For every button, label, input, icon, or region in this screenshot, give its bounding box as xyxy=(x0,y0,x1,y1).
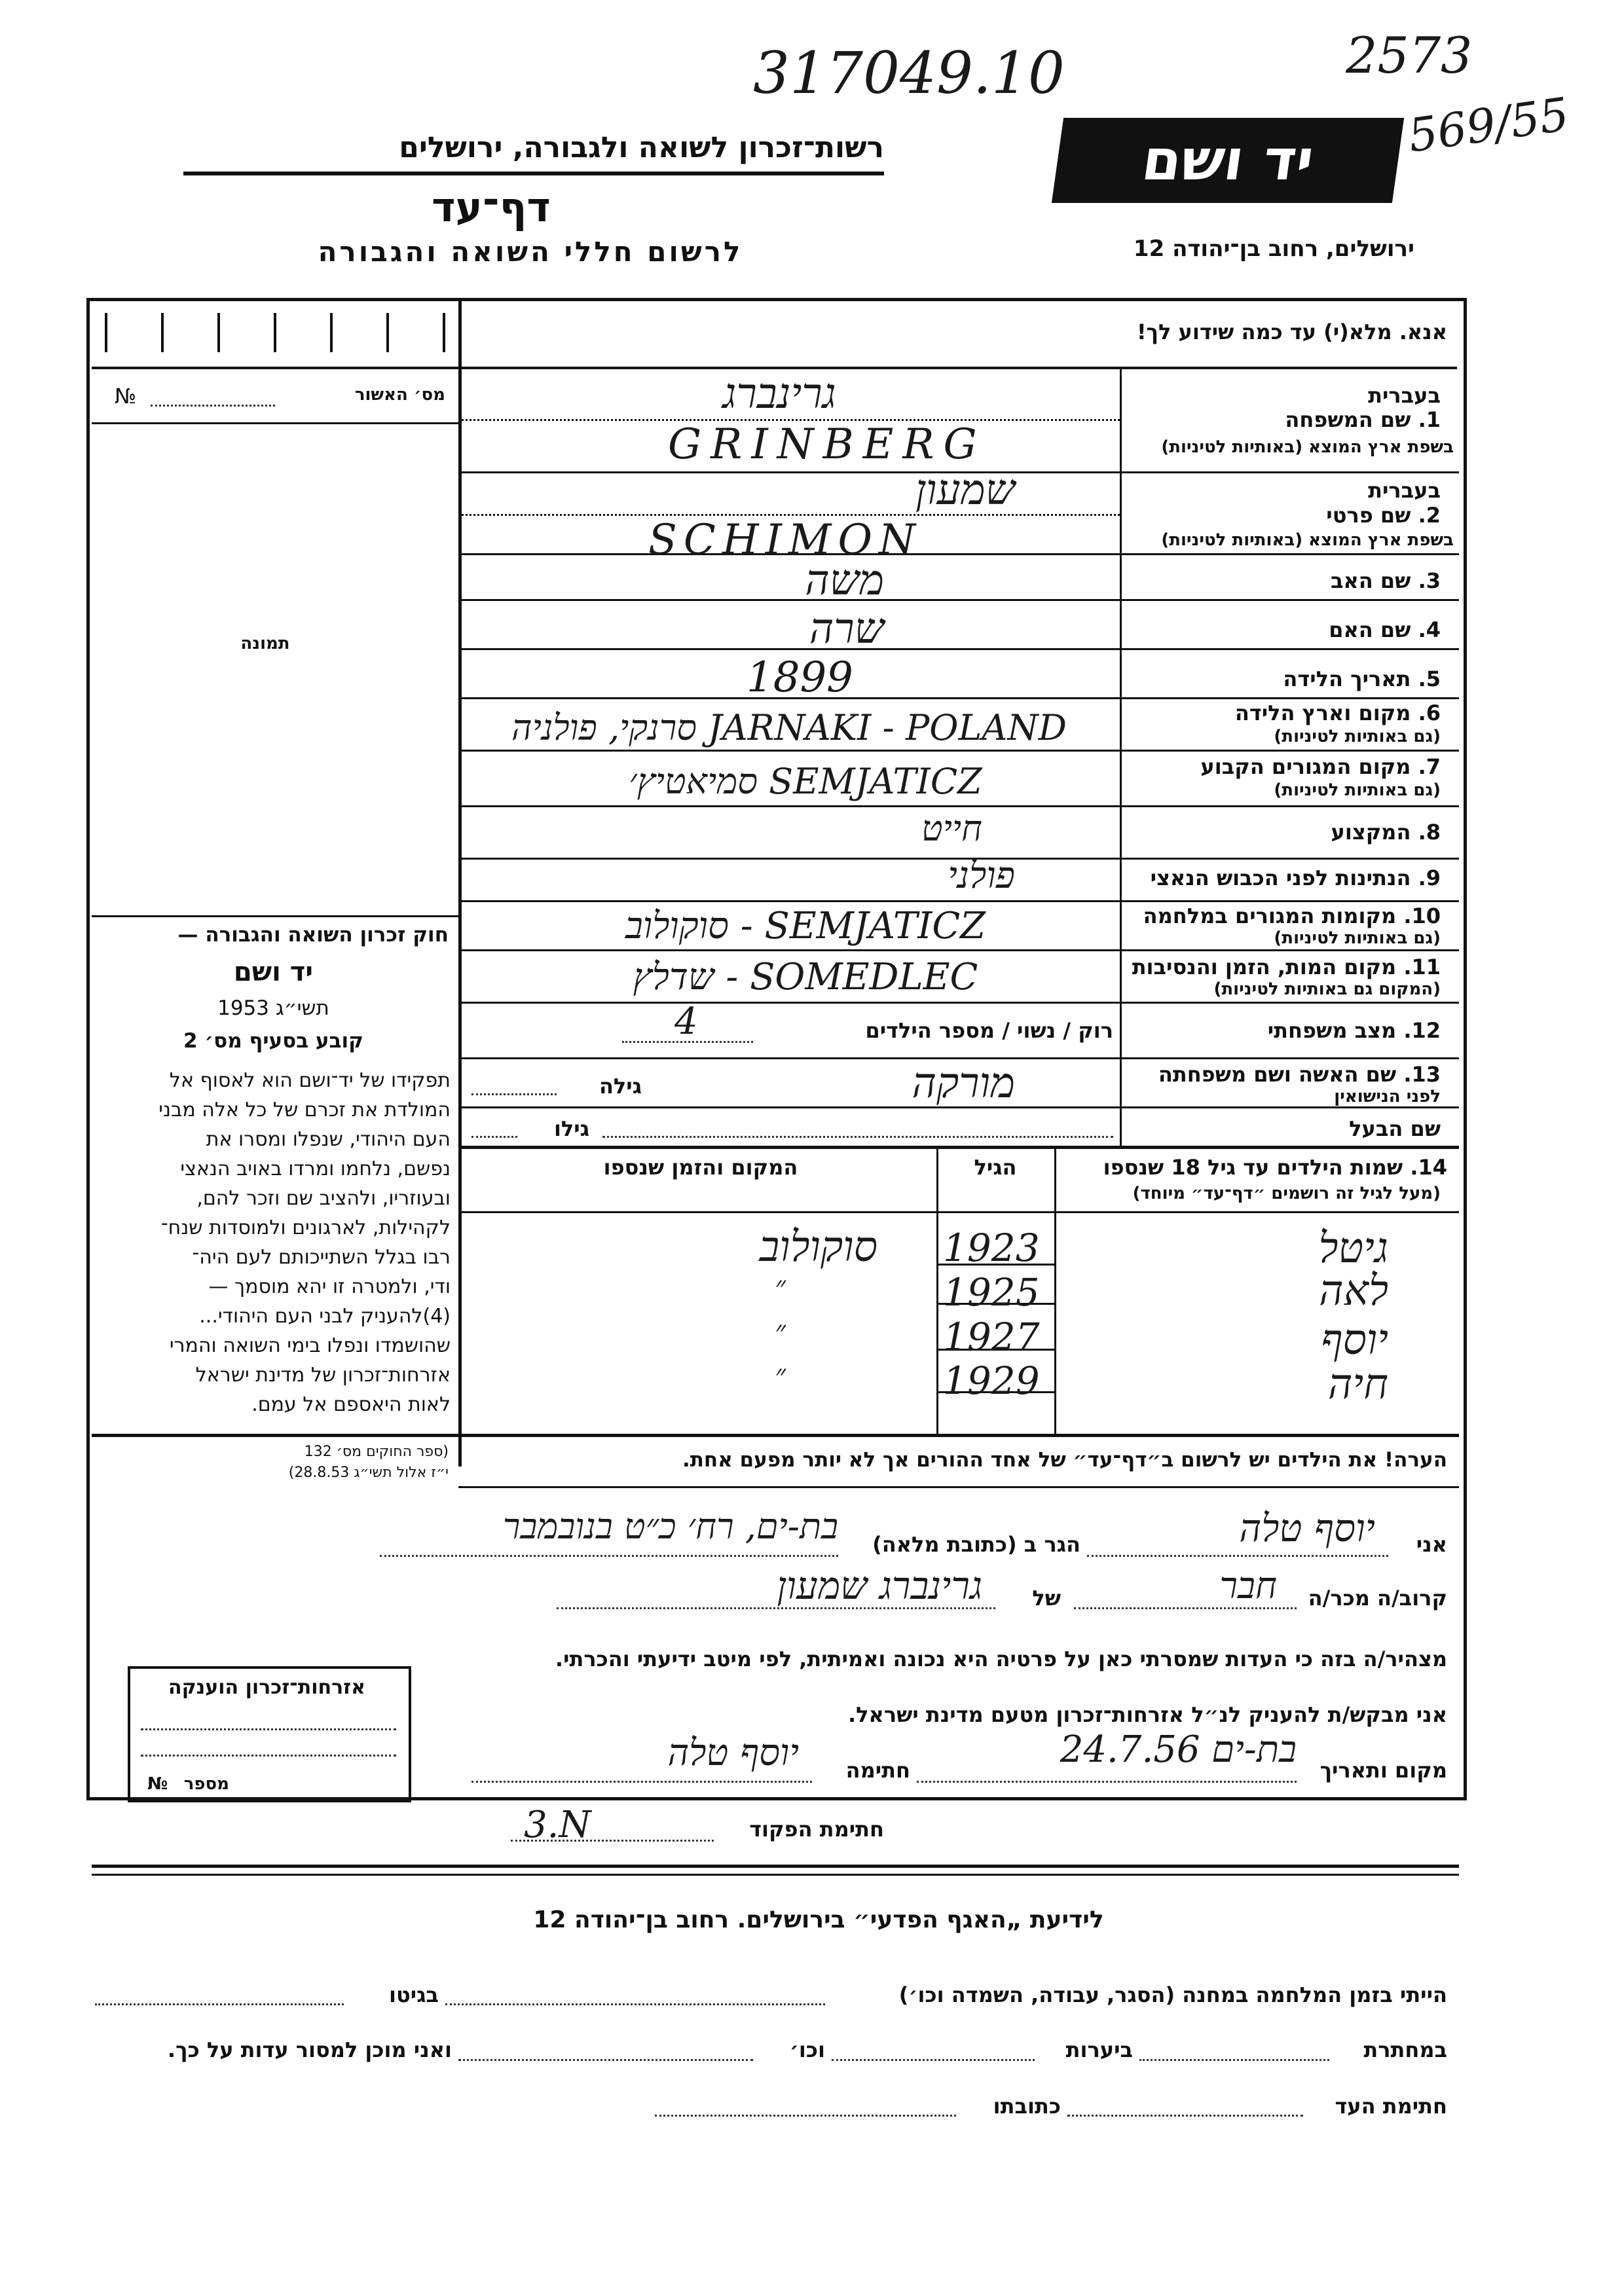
place-date-value: בת-ים 24.7.56 xyxy=(1060,1728,1297,1771)
ghetto-label: בגיטו xyxy=(389,1982,439,2007)
authority-title: רשות־זכרון לשואה ולגבורה, ירושלים xyxy=(399,131,884,164)
child-place: ״ xyxy=(775,1358,786,1392)
header-address: ירושלים, רחוב בן־יהודה 12 xyxy=(1133,236,1414,262)
approval-no-field[interactable] xyxy=(151,405,275,407)
signature-value: יוסף טלה xyxy=(667,1732,799,1774)
tick-boxes xyxy=(105,313,445,352)
hebrew-label-1: בעברית xyxy=(1368,383,1441,408)
field-11-label: 11. מקום המות, הזמן והנסיבות xyxy=(1132,955,1441,979)
partisans-title: לידיעת „האגף הפדעי״ בירושלים. רחוב בן־יהודה 12 xyxy=(533,1906,1104,1933)
wife-age-field[interactable] xyxy=(471,1093,557,1095)
field-10-sub: (גם באותיות לטיניות) xyxy=(1274,928,1441,948)
field-12-label: 12. מצב משפחתי xyxy=(1267,1018,1441,1043)
citizenship-number-marker: № xyxy=(147,1774,168,1794)
underground-field[interactable] xyxy=(1139,2059,1329,2061)
children-note: (מעל לגיל זה רושמים ״דף־עד״ מיוחד) xyxy=(1132,1184,1441,1203)
witness-address-label: כתובתו xyxy=(993,2094,1061,2119)
wife-age-label: גילה xyxy=(599,1074,642,1099)
law-title: חוק זכרון השואה והגבורה — xyxy=(177,923,449,947)
officer-signature-value: 3.N xyxy=(524,1804,591,1846)
witness-signature-label: חתימת העד xyxy=(1335,2094,1447,2119)
photo-area xyxy=(92,424,458,915)
of-value: גרינברג שמעון xyxy=(777,1563,982,1608)
husband-label: שם הבעל xyxy=(1349,1116,1441,1141)
forests-label: ביערות xyxy=(1065,2037,1133,2062)
surname-hebrew-value: גרינברג xyxy=(722,370,836,418)
children-place-header: המקום והזמן שנספו xyxy=(603,1155,798,1180)
field-2-sub: בשפת ארץ המוצא (באותיות לטיניות) xyxy=(1161,530,1454,550)
field-13-label: 13. שם האשה ושם משפחתה xyxy=(1158,1062,1441,1087)
mother-name-value: שרה xyxy=(809,605,884,653)
field-6-label: 6. מקום וארץ הלידה xyxy=(1234,701,1441,725)
wartime-residence-value: SEMJATICZ - סוקולוב xyxy=(625,905,986,947)
residence-value: SEMJATICZ סמיאטיץ׳ xyxy=(629,761,982,802)
ready-statement: ואני מוכן למסור עדות על כך. xyxy=(167,2037,452,2062)
child-year: 1927 xyxy=(943,1315,1040,1359)
relation-value: חבר xyxy=(1219,1565,1277,1607)
first-name-hebrew-value: שמעון xyxy=(915,466,1015,515)
place-date-field[interactable] xyxy=(917,1781,1297,1783)
field-8-label: 8. המקצוע xyxy=(1331,820,1441,845)
hebrew-label-2: בעברית xyxy=(1368,478,1441,503)
place-date-label: מקום ותאריך xyxy=(1320,1758,1447,1783)
field-11-sub: (המקום גם באותיות לטיניות) xyxy=(1213,979,1441,999)
yad-vashem-logo: יד ושם xyxy=(1052,118,1404,203)
field-2-label: 2. שם פרטי xyxy=(1326,503,1441,528)
law-source-2: י״ז אלול תשי״ג 28.8.53) xyxy=(288,1465,449,1481)
field-1-label: 1. שם המשפחה xyxy=(1285,407,1441,432)
child-place: ״ xyxy=(775,1270,786,1303)
approval-no-label: מס׳ האשור xyxy=(354,385,445,405)
ghetto-field[interactable] xyxy=(95,2003,344,2005)
camp-field[interactable] xyxy=(445,2003,825,2005)
field-1-sub: בשפת ארץ המוצא (באותיות לטיניות) xyxy=(1161,437,1454,457)
archive-number: 317049.10 xyxy=(753,39,1065,107)
officer-signature-label: חתימת הפקוד xyxy=(749,1817,884,1842)
signature-field[interactable] xyxy=(471,1781,812,1783)
first-name-latin-value: SCHIMON xyxy=(648,516,922,564)
child-name: יוסף xyxy=(1321,1316,1388,1364)
field-13-sub: לפני הנישואין xyxy=(1334,1087,1441,1106)
witness-address-field[interactable] xyxy=(655,2115,956,2117)
child-place: ״ xyxy=(775,1315,786,1348)
relation-field[interactable] xyxy=(1074,1607,1297,1609)
field-10-label: 10. מקומות המגורים במלחמה xyxy=(1143,903,1441,928)
remark-note: הערה! את הילדים יש לרשום ב״דף־עד״ של אחד ההורים אך לא יותר מפעם אחת. xyxy=(682,1448,1447,1472)
child-name: גיטל xyxy=(1318,1224,1388,1273)
family-status-options: רוק / נשוי / מספר הילדים xyxy=(865,1018,1113,1043)
children-title: 14. שמות הילדים עד גיל 18 שנספו xyxy=(1103,1155,1447,1180)
husband-age-label: גילו xyxy=(553,1116,589,1141)
law-logo: יד ושם xyxy=(233,957,314,987)
death-place-value: SOMEDLEC - שדלץ xyxy=(633,956,978,998)
profession-value: חייט xyxy=(921,808,982,849)
child-year: 1923 xyxy=(943,1226,1040,1270)
law-source-1: (ספר החוקים מס׳ 132 xyxy=(304,1444,449,1460)
relation-label: קרוב/ה מכר/ה xyxy=(1308,1586,1447,1611)
child-name: חיה xyxy=(1327,1360,1388,1409)
child-year: 1929 xyxy=(943,1358,1040,1403)
field-9-label: 9. הנתינות לפני הכבוש הנאצי xyxy=(1150,866,1441,890)
father-name-value: משה xyxy=(805,556,884,605)
witness-signature-field[interactable] xyxy=(1067,2115,1303,2117)
field-7-label: 7. מקום המגורים הקבוע xyxy=(1200,754,1441,779)
partisans-line1: הייתי בזמן המלחמה במחנה (הסגר, עבודה, השמדה וכו׳) xyxy=(898,1982,1447,2007)
etc-field[interactable] xyxy=(458,2059,753,2061)
field-4-label: 4. שם האם xyxy=(1329,617,1441,642)
child-year: 1925 xyxy=(943,1270,1040,1315)
statement: מצהיר/ה בזה כי העדות שמסרתי כאן על פרטיה היא נכונה ואמיתית, לפי מיטב ידיעתי והכרתי. xyxy=(555,1647,1447,1671)
declarant-value: יוסף טלה xyxy=(1239,1506,1375,1550)
declarant-field[interactable] xyxy=(1087,1555,1388,1557)
etc-label: וכו׳ xyxy=(789,2037,825,2062)
field-7-sub: (גם באותיות לטיניות) xyxy=(1274,780,1441,800)
address-value: בת-ים, רח׳ כ״ט בנובמבר xyxy=(502,1506,838,1547)
field-6-sub: (גם באותיות לטיניות) xyxy=(1274,727,1441,746)
birth-date-value: 1899 xyxy=(747,653,853,702)
field-5-label: 5. תאריך הלידה xyxy=(1283,666,1441,691)
form-title: דף־עד xyxy=(432,183,551,231)
declarant-label: אני xyxy=(1416,1532,1447,1557)
nationality-value: פולני xyxy=(948,854,1015,897)
of-label: של xyxy=(1032,1586,1061,1611)
husband-age-field[interactable] xyxy=(471,1136,517,1138)
law-body: תפקידו של יד־ושם הוא לאסוף אל המולדת את זכרם של כל אלה מבני העם היהודי, שנפלו ומסרו את נפשם, נלחמו ומרדו באויב הנאצי ובעוזריו, ולהציב שם וזכר להם, לקהילות, לארגונים ולמוסדות שנח־ רבו בגלל השתייכותם לעם היה־ ודי, ולמטרה זו יהא מוסמך — (4)להעניק לבני העם היהודי... שהושמדו ונפלו בימי השואה והמרי אזרחות־זכרון של מדינת ישראל לאות היאספם אל עמם. xyxy=(158,1069,451,1416)
photo-label: תמונה xyxy=(240,634,290,653)
address-field[interactable] xyxy=(380,1555,838,1557)
child-name: לאה xyxy=(1319,1267,1388,1315)
child-place: סוקולוב xyxy=(759,1223,877,1271)
top-right-number: 2573 xyxy=(1346,26,1473,84)
wife-name-value: מורקה xyxy=(912,1059,1015,1108)
approval-no-marker: № xyxy=(115,384,137,409)
citizenship-number-label: מספר xyxy=(183,1774,229,1794)
law-year: תשי״ג 1953 xyxy=(217,996,329,1020)
children-age-header: הגיל xyxy=(974,1155,1017,1180)
children-count-value: 4 xyxy=(674,1000,698,1043)
citizenship-title: אזרחות־זכרון הוענקה xyxy=(168,1676,366,1699)
forests-field[interactable] xyxy=(832,2059,1035,2061)
signature-label: חתימה xyxy=(845,1758,910,1783)
surname-latin-value: GRINBERG xyxy=(668,420,986,469)
address-label: הגר ב (כתובת מלאה) xyxy=(872,1532,1080,1557)
underground-label: במחתרת xyxy=(1363,2037,1447,2062)
form-subtitle: לרשום חללי השואה והגבורה xyxy=(318,236,743,268)
side-number: 569/55 xyxy=(1405,87,1572,163)
request: אני מבקש/ת להעניק לנ״ל אזרחות־זכרון מטעם מדינת ישראל. xyxy=(848,1702,1447,1727)
field-3-label: 3. שם האב xyxy=(1330,568,1441,593)
law-clause: קובע בסעיף מס׳ 2 xyxy=(183,1029,363,1053)
birth-place-value: JARNAKI - POLAND סרנקי, פולניה xyxy=(511,707,1067,748)
form-intro: אנא. מלא(י) עד כמה שידוע לך! xyxy=(1136,319,1447,344)
husband-name-field[interactable] xyxy=(602,1136,1113,1138)
